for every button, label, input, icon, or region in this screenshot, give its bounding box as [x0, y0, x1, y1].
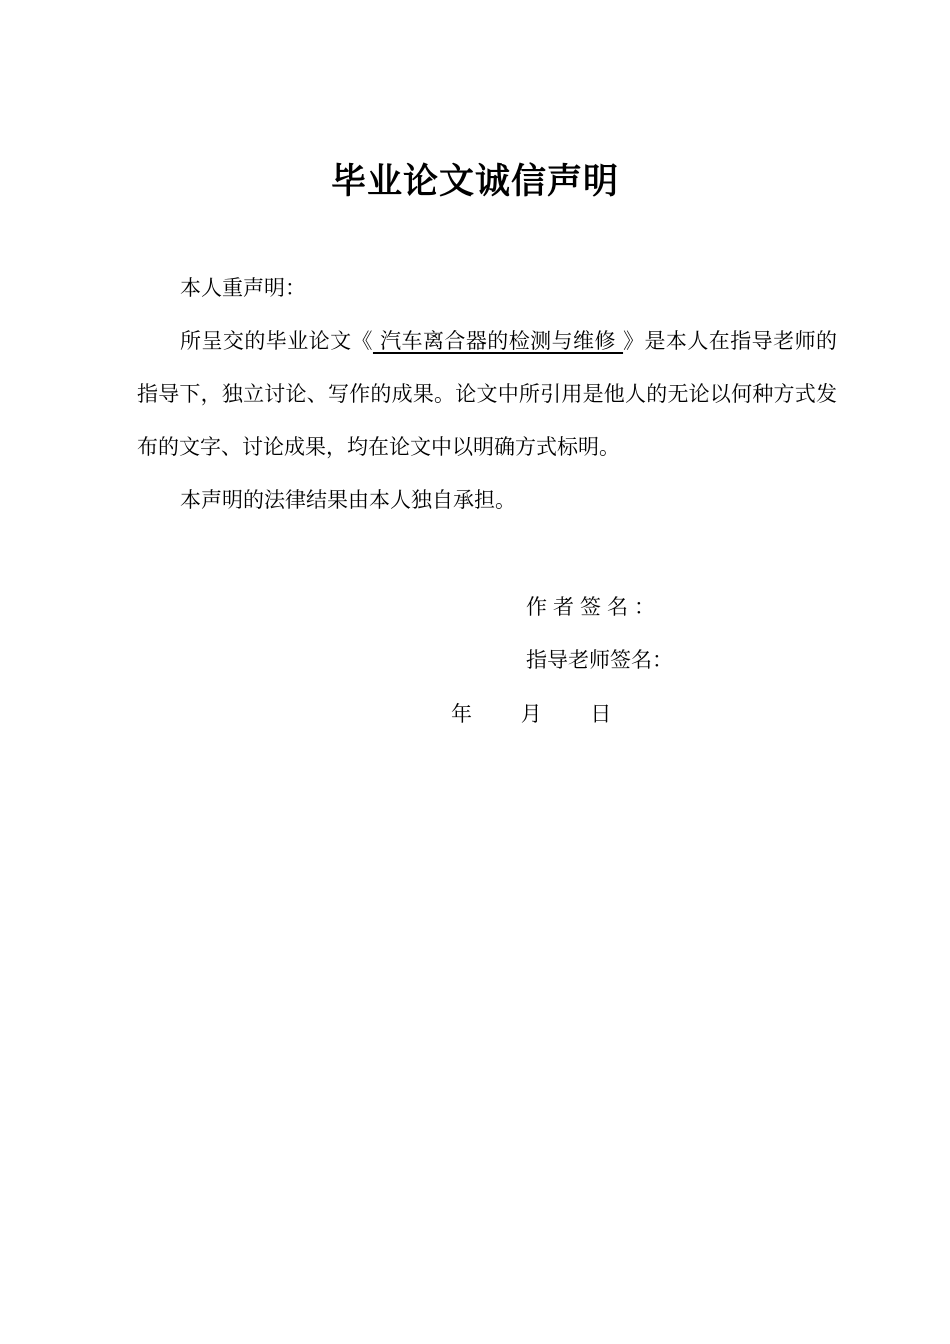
advisor-signature-label: 指导老师签名：	[526, 648, 673, 672]
main-prefix: 所呈交的毕业论文《	[180, 329, 373, 353]
declare-intro: 本人重声明：	[180, 276, 306, 300]
page-title: 毕业论文诚信声明	[330, 162, 619, 202]
main-suffix: 》是本人在指导老师的指导下，独立讨论、写作的成果。论文中所引用是他人的无论以何种方式发布的文字、讨论成果，均在论文中以明确方式标明。	[137, 329, 838, 459]
date-year: 年	[451, 702, 472, 726]
date-line	[451, 697, 635, 731]
main-paragraph	[137, 315, 837, 474]
date-day: 日	[590, 702, 612, 726]
thesis-title: 汽车离合器的检测与维修	[372, 329, 624, 353]
legal-statement: 本声明的法律结果由本人独自承担。	[180, 488, 516, 512]
author-signature-label: 作者签名：	[526, 595, 661, 619]
date-month: 月	[520, 702, 542, 726]
